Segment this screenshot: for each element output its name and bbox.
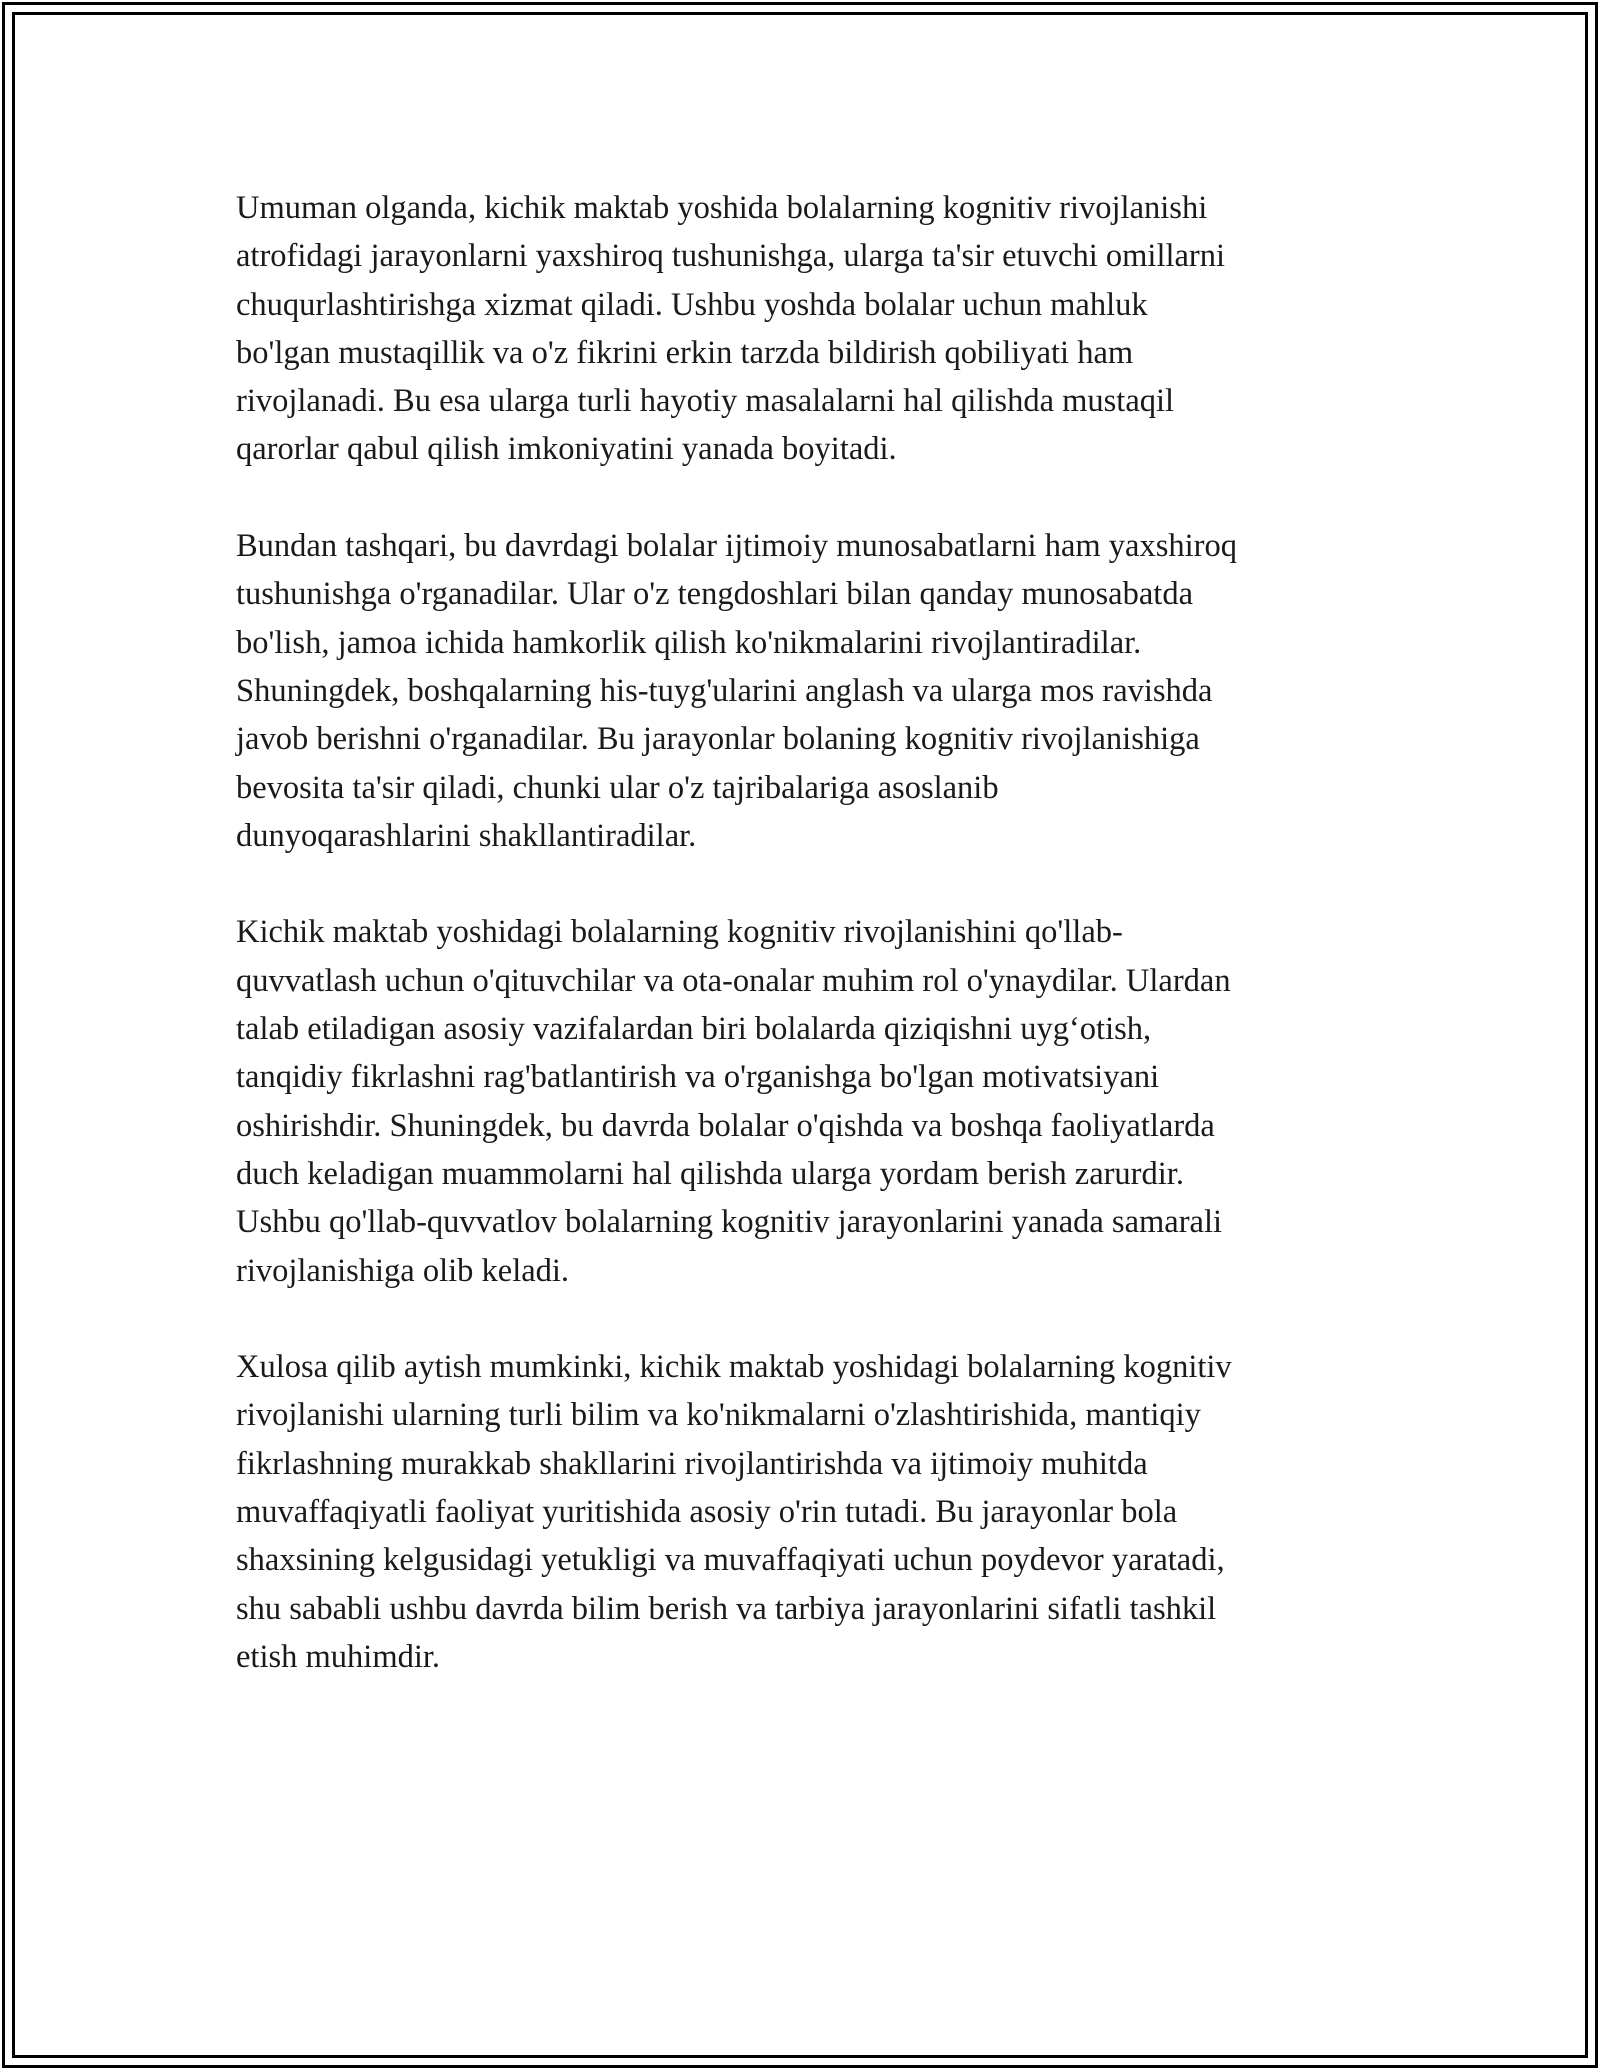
paragraph-2: Bundan tashqari, bu davrdagi bolalar ijtimoiy munosabatlarni ham yaxshiroq tushunishga o'rganadilar. Ular o'z tengdoshlari bilan qanday munosabatda bo'lish, jamoa ichida hamkorlik qilish ko'nikmalarini rivojlantiradilar. Shuningdek, boshqalarning his-tuyg'ularini anglash va ularga mos ravishda javob berishni o'rganadilar. Bu jarayonlar bolaning kognitiv rivojlanishiga bevosita ta'sir qiladi, chunki ular o'z tajribalariga asoslanib dunyoqarashlarini shakllantiradilar. xyxy=(236,528,1237,854)
paragraph-4: Xulosa qilib aytish mumkinki, kichik maktab yoshidagi bolalarning kognitiv rivojlanishi ularning turli bilim va ko'nikmalarni o'zlashtirishida, mantiqiy fikrlashning murakkab shakllarini rivojlantirishda va ijtimoiy muhitda muvaffaqiyatli faoliyat yuritishida asosiy o'rin tutadi. Bu jarayonlar bola shaxsining kelgusidagi yetukligi va muvaffaqiyati uchun poydevor yaratadi, shu sababli ushbu davrda bilim berish va tarbiya jarayonlarini sifatli tashkil etish muhimdir. xyxy=(236,1349,1232,1675)
document-body xyxy=(236,184,1376,1681)
paragraph-1: Umuman olganda, kichik maktab yoshida bolalarning kognitiv rivojlanishi atrofidagi jarayonlarni yaxshiroq tushunishga, ularga ta'sir etuvchi omillarni chuqurlashtirishga xizmat qiladi. Ushbu yoshda bolalar uchun mahluk bo'lgan mustaqillik va o'z fikrini erkin tarzda bildirish qobiliyati ham rivojlanadi. Bu esa ularga turli hayotiy masalalarni hal qilishda mustaqil qarorlar qabul qilish imkoniyatini yanada boyitadi. xyxy=(236,190,1226,468)
paragraph-3: Kichik maktab yoshidagi bolalarning kognitiv rivojlanishini qo'llab- quvvatlash uchun o'qituvchilar va ota-onalar muhim rol o'ynaydilar. Ulardan talab etiladigan asosiy vazifalardan biri bolalarda qiziqishni uyg‘otish, tanqidiy fikrlashni rag'batlantirish va o'rganishga bo'lgan motivatsiyani oshirishdir. Shuningdek, bu davrda bolalar o'qishda va boshqa faoliyatlarda duch keladigan muammolarni hal qilishda ularga yordam berish zarurdir. Ushbu qo'llab-quvvatlov bolalarning kognitiv jarayonlarini yanada samarali rivojlanishiga olib keladi. xyxy=(236,914,1231,1289)
